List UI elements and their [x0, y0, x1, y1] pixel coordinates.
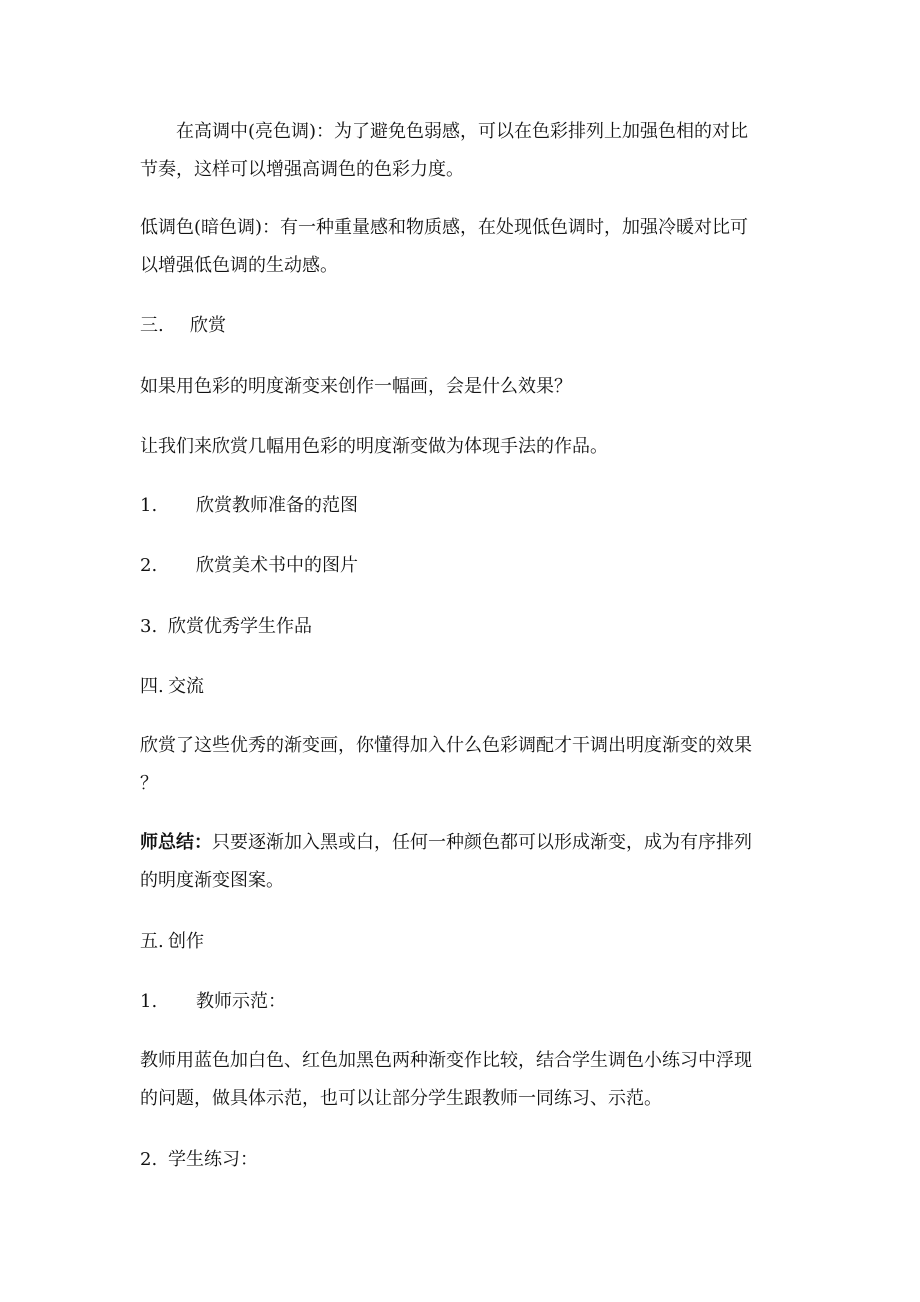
section-4-heading [140, 677, 790, 697]
list-item-text: 欣赏教师准备的范图 [196, 495, 358, 516]
section-3-number: 三. [140, 315, 164, 336]
list-item-number: 2. [140, 555, 158, 576]
paragraph-demo-line1: 教师用蓝色加白色、红色加黑色两种渐变作比较，结合学生调色小练习中浮现 [140, 1050, 752, 1071]
section-4-title: 交流 [168, 676, 204, 697]
paragraph-high-key-line1: 在高调中(亮色调)：为了避免色弱感，可以在色彩排列上加强色相的对比 [176, 121, 749, 142]
list-item-number: 2. [140, 1149, 158, 1170]
summary-line2: 的明度渐变图案。 [140, 870, 284, 891]
summary-text: 只要逐渐加入黑或白，任何一种颜色都可以形成渐变，成为有序排列 [212, 832, 752, 853]
list-item-text: 欣赏美术书中的图片 [196, 555, 358, 576]
section-5-heading [140, 932, 790, 952]
section-3-heading [140, 316, 790, 336]
paragraph-low-key-line1: 低调色(暗色调)：有一种重量感和物质感，在处现低色调时，加强冷暖对比可 [140, 217, 749, 238]
list-item [140, 992, 790, 1012]
paragraph-discussion-line1: 欣赏了这些优秀的渐变画，你懂得加入什么色彩调配才干调出明度渐变的效果 [140, 735, 752, 756]
section-5-title: 创作 [168, 931, 204, 952]
paragraph-appreciate-intro: 让我们来欣赏几幅用色彩的明度渐变做为体现手法的作品。 [140, 436, 608, 457]
list-item-number: 3. [140, 616, 158, 637]
list-item [140, 617, 790, 637]
section-3-title: 欣赏 [190, 315, 226, 336]
list-item [140, 556, 790, 576]
section-4-number: 四. [140, 676, 164, 697]
list-item-number: 1. [140, 495, 158, 516]
paragraph-question: 如果用色彩的明度渐变来创作一幅画，会是什么效果？ [140, 376, 572, 397]
paragraph-demo-line2: 的问题，做具体示范，也可以让部分学生跟教师一同练习、示范。 [140, 1088, 662, 1109]
paragraph-low-key-line2: 以增强低色调的生动感。 [140, 255, 338, 276]
list-item-text: 教师示范： [196, 991, 286, 1012]
list-item-number: 1. [140, 991, 158, 1012]
summary-line1 [140, 833, 790, 853]
summary-label: 师总结： [140, 832, 212, 853]
list-item-text: 欣赏优秀学生作品 [168, 616, 312, 637]
list-item-text: 学生练习： [168, 1149, 258, 1170]
list-item [140, 496, 790, 516]
section-5-number: 五. [140, 931, 164, 952]
list-item [140, 1150, 790, 1170]
paragraph-high-key-line2: 节奏，这样可以增强高调色的色彩力度。 [140, 159, 464, 180]
paragraph-discussion-line2: ？ [140, 773, 158, 794]
